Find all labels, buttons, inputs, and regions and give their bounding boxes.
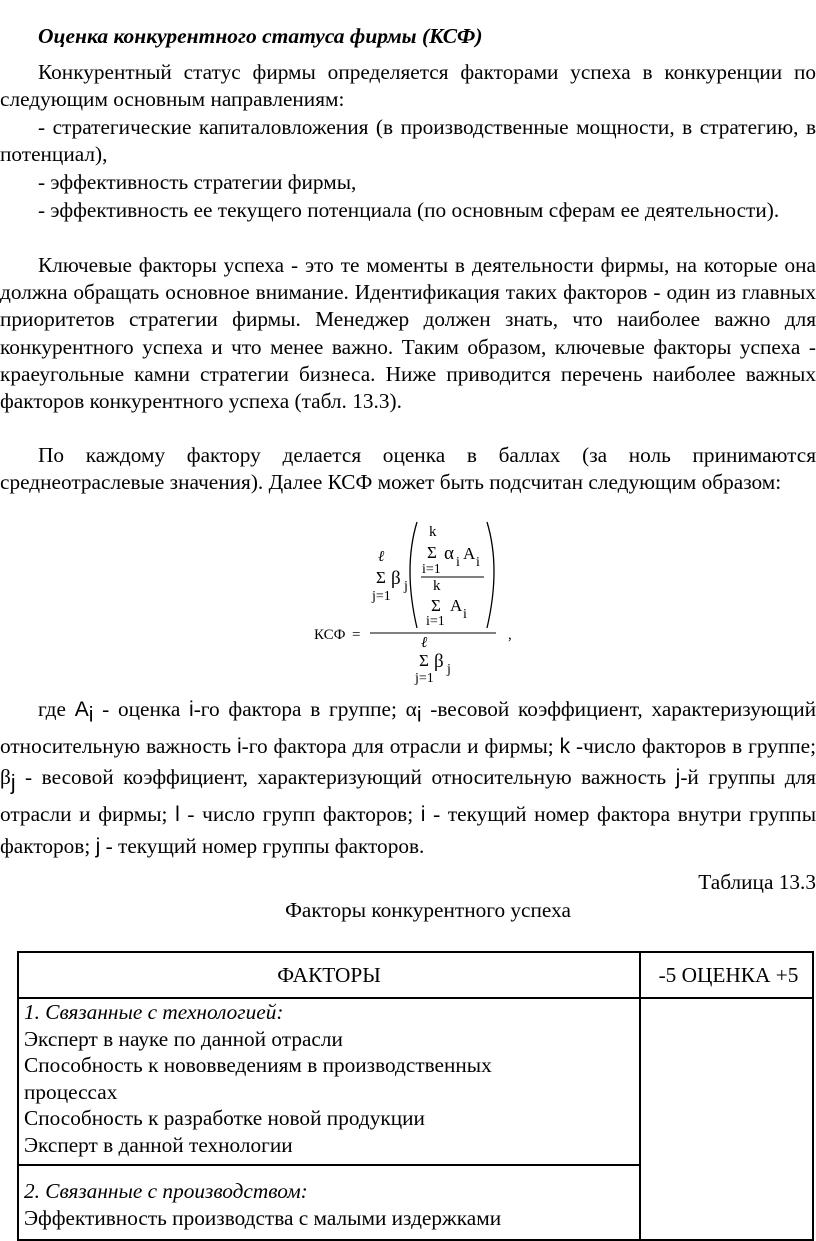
paragraph-scoring: По каждому фактору делается оценка в баллах (за ноль принимаются среднеотраслевые значения). Далее КСФ может быть подсчитан следующим образом: (0, 443, 816, 495)
paragraph-item-investments: - стратегические капиталовложения (в производственные мощности, в стратегию, в потенциал), (0, 115, 816, 167)
group-title: 1. Связанные с технологией: (24, 1000, 284, 1024)
formula-beta-den-sub: j (447, 662, 451, 677)
formula-outer-sum: Σ (376, 568, 386, 587)
legend-text: - оценка (93, 697, 190, 721)
table-row: Эксперт в данной технологии (24, 1132, 293, 1157)
formula-right-paren (487, 522, 494, 628)
table-group-divider (19, 1164, 639, 1166)
legend-text: - весовой коэффициент, характеризующий относительную важность (15, 765, 676, 790)
formula-beta-den: β (434, 651, 444, 672)
paragraph-key-factors: Ключевые факторы успеха - это те моменты в деятельности фирмы, на которые она должна обращать основное внимание. Идентификация таких факторов - один из главных приоритетов стратегии фирмы. Менеджер должен знать, что наиболее важно для конкурентного успеха и что менее важно. Таким образом, ключевые факторы успеха - краеугольные камни стратегии бизнеса. Ниже приводится перечень наиболее важных факторов конкурентного успеха (табл. 13.3). (0, 253, 816, 414)
legend-symbol-i: i (189, 698, 194, 721)
formula-den-j1: j=1 (415, 671, 434, 686)
legend-text: -й группы для отрасли и фирмы; (0, 765, 816, 826)
group-title: 2. Связанные с производством: (24, 1179, 308, 1203)
formula-alpha: α (444, 543, 454, 564)
table-row: процессах (24, 1079, 118, 1104)
legend-symbol-A: A (74, 698, 89, 721)
formula-outer-j1: j=1 (372, 589, 391, 604)
legend-symbol-l: l (175, 803, 180, 826)
ksf-formula (300, 516, 530, 688)
page-title: Оценка конкурентного статуса фирмы (КСФ) (38, 24, 483, 48)
formula-svg (300, 516, 530, 688)
table-header-score: -5 ОЦЕНКА +5 (658, 963, 799, 987)
formula-beta-num: β (391, 568, 401, 589)
legend-text: -го фактора в группе; (193, 697, 406, 721)
table-group-technology (24, 999, 492, 1158)
formula-A-num: A (463, 544, 476, 563)
legend-symbol-alpha-sub: i (416, 703, 422, 727)
legend-symbol-A-sub: i (88, 703, 94, 727)
paragraph-item-strategy: - эффективность стратегии фирмы, (38, 170, 357, 194)
factors-table (17, 951, 814, 1241)
table-number: Таблица 13.3 (698, 870, 816, 894)
formula-inner-top-sum: Σ (427, 543, 437, 562)
legend-text: -го фактора для отрасли и фирмы; (241, 733, 560, 758)
table-column-divider (639, 953, 641, 1239)
legend-symbol-k: k (559, 734, 571, 758)
paragraph-legend (0, 694, 816, 862)
formula-comma: , (508, 627, 512, 643)
legend-text: -число факторов в группе; (570, 733, 816, 758)
formula-inner-bottom-k: k (433, 578, 441, 594)
formula-left-paren (410, 522, 417, 628)
formula-beta-num-sub: j (404, 579, 408, 594)
table-row: Способность к нововведениям в производственных (24, 1053, 492, 1077)
legend-symbol-j: j (675, 766, 681, 790)
formula-equals: = (352, 627, 361, 643)
legend-symbol-beta-sub: j (10, 771, 16, 795)
legend-text: -весовой коэффициент, характеризующий относительную важность (0, 697, 816, 758)
table-row: Эксперт в науке по данной отрасли (24, 1026, 343, 1051)
formula-A-num-sub: i (476, 555, 480, 570)
table-caption: Факторы конкурентного успеха (285, 898, 571, 922)
table-row: Эффективность производства с малыми издержками (24, 1205, 502, 1230)
legend-symbol-beta: β (0, 765, 11, 790)
paragraph-item-potential: - эффективность ее текущего потенциала (по основным сферам ее деятельности). (38, 198, 780, 222)
formula-inner-top-i1: i=1 (422, 562, 441, 577)
table-row: Способность к разработке новой продукции (24, 1106, 425, 1130)
formula-inner-bottom-sum: Σ (431, 596, 441, 615)
legend-text: где (38, 697, 75, 721)
formula-A-den-sub: i (463, 607, 467, 622)
formula-alpha-sub: i (456, 555, 460, 570)
legend-symbol-alpha: α (405, 697, 417, 721)
legend-symbol-i: i (236, 734, 242, 758)
formula-A-den: A (450, 596, 463, 615)
formula-outer-l: ℓ (378, 549, 385, 565)
table-group-production (24, 1178, 501, 1231)
legend-text: - текущий номер группы факторов. (100, 833, 425, 858)
formula-inner-top-k: k (429, 524, 437, 540)
formula-inner-bottom-i1: i=1 (426, 614, 445, 629)
table-header-factors: ФАКТОРЫ (277, 963, 381, 987)
formula-den-l: ℓ (421, 635, 428, 651)
formula-lhs: КСФ (314, 627, 346, 643)
paragraph-intro: Конкурентный статус фирмы определяется факторами успеха в конкуренции по следующим основным направлениям: (0, 60, 816, 112)
legend-text: - текущий номер фактора внутри группы факторов; (0, 802, 816, 858)
legend-symbol-i: i (420, 803, 426, 826)
formula-den-sum: Σ (419, 651, 429, 670)
legend-symbol-j: j (95, 834, 101, 858)
legend-text: - число групп факторов; (179, 802, 421, 826)
